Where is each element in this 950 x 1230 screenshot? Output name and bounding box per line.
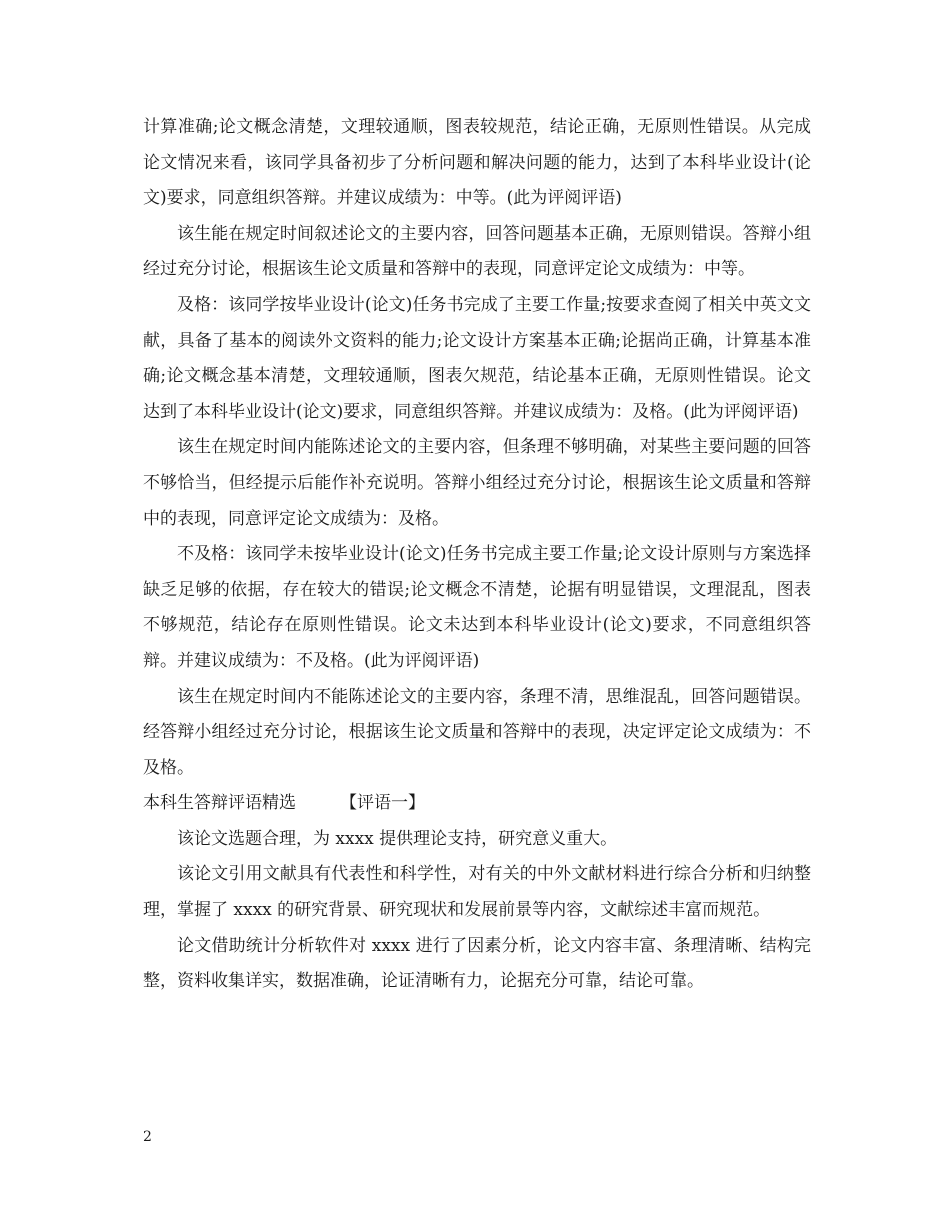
section-heading-label: 【评语一】 [340,793,425,814]
document-body [143,110,811,1000]
paragraph-9: 论文借助统计分析软件对 xxxx 进行了因素分析，论文内容丰富、条理清晰、结构完整，资料收集详实，数据准确，论证清晰有力，论据充分可靠，结论可靠。 [143,935,811,992]
section-heading [143,786,811,822]
paragraph-7: 该论文选题合理，为 xxxx 提供理论支持，研究意义重大。 [177,828,618,849]
paragraph-8: 该论文引用文献具有代表性和科学性，对有关的中外文献材料进行综合分析和归纳整理，掌握了 xxxx 的研究背景、研究现状和发展前景等内容，文献综述丰富而规范。 [143,864,811,921]
paragraph-1: 计算准确;论文概念清楚，文理较通顺，图表较规范，结论正确，无原则性错误。从完成论文情况来看，该同学具备初步了分析问题和解决问题的能力，达到了本科毕业设计(论文)要求，同意组织答辩。并建议成绩为：中等。(此为评阅评语) [143,117,811,209]
paragraph-6: 该生在规定时间内不能陈述论文的主要内容，条理不清，思维混乱，回答问题错误。经答辩小组经过充分讨论，根据该生论文质量和答辩中的表现，决定评定论文成绩为：不及格。 [143,686,811,778]
paragraph-3: 及格：该同学按毕业设计(论文)任务书完成了主要工作量;按要求查阅了相关中英文文献，具备了基本的阅读外文资料的能力;论文设计方案基本正确;论据尚正确，计算基本准确;论文概念基本清楚，文理较通顺，图表欠规范，结论基本正确，无原则性错误。论文达到了本科毕业设计(论文)要求，同意组织答辩。并建议成绩为：及格。(此为评阅评语) [143,294,811,422]
page-number: 2 [143,1129,152,1145]
section-heading-title: 本科生答辩评语精选 [143,793,296,814]
paragraph-4: 该生在规定时间内能陈述论文的主要内容，但条理不够明确，对某些主要问题的回答不够恰当，但经提示后能作补充说明。答辩小组经过充分讨论，根据该生论文质量和答辩中的表现，同意评定论文成绩为：及格。 [143,437,811,529]
paragraph-5: 不及格：该同学未按毕业设计(论文)任务书完成主要工作量;论文设计原则与方案选择缺乏足够的依据，存在较大的错误;论文概念不清楚，论据有明显错误，文理混乱，图表不够规范，结论存在原则性错误。论文未达到本科毕业设计(论文)要求，不同意组织答辩。并建议成绩为：不及格。(此为评阅评语) [143,544,811,671]
paragraph-2: 该生能在规定时间叙述论文的主要内容，回答问题基本正确，无原则错误。答辩小组经过充分讨论，根据该生论文质量和答辩中的表现，同意评定论文成绩为：中等。 [143,223,811,280]
